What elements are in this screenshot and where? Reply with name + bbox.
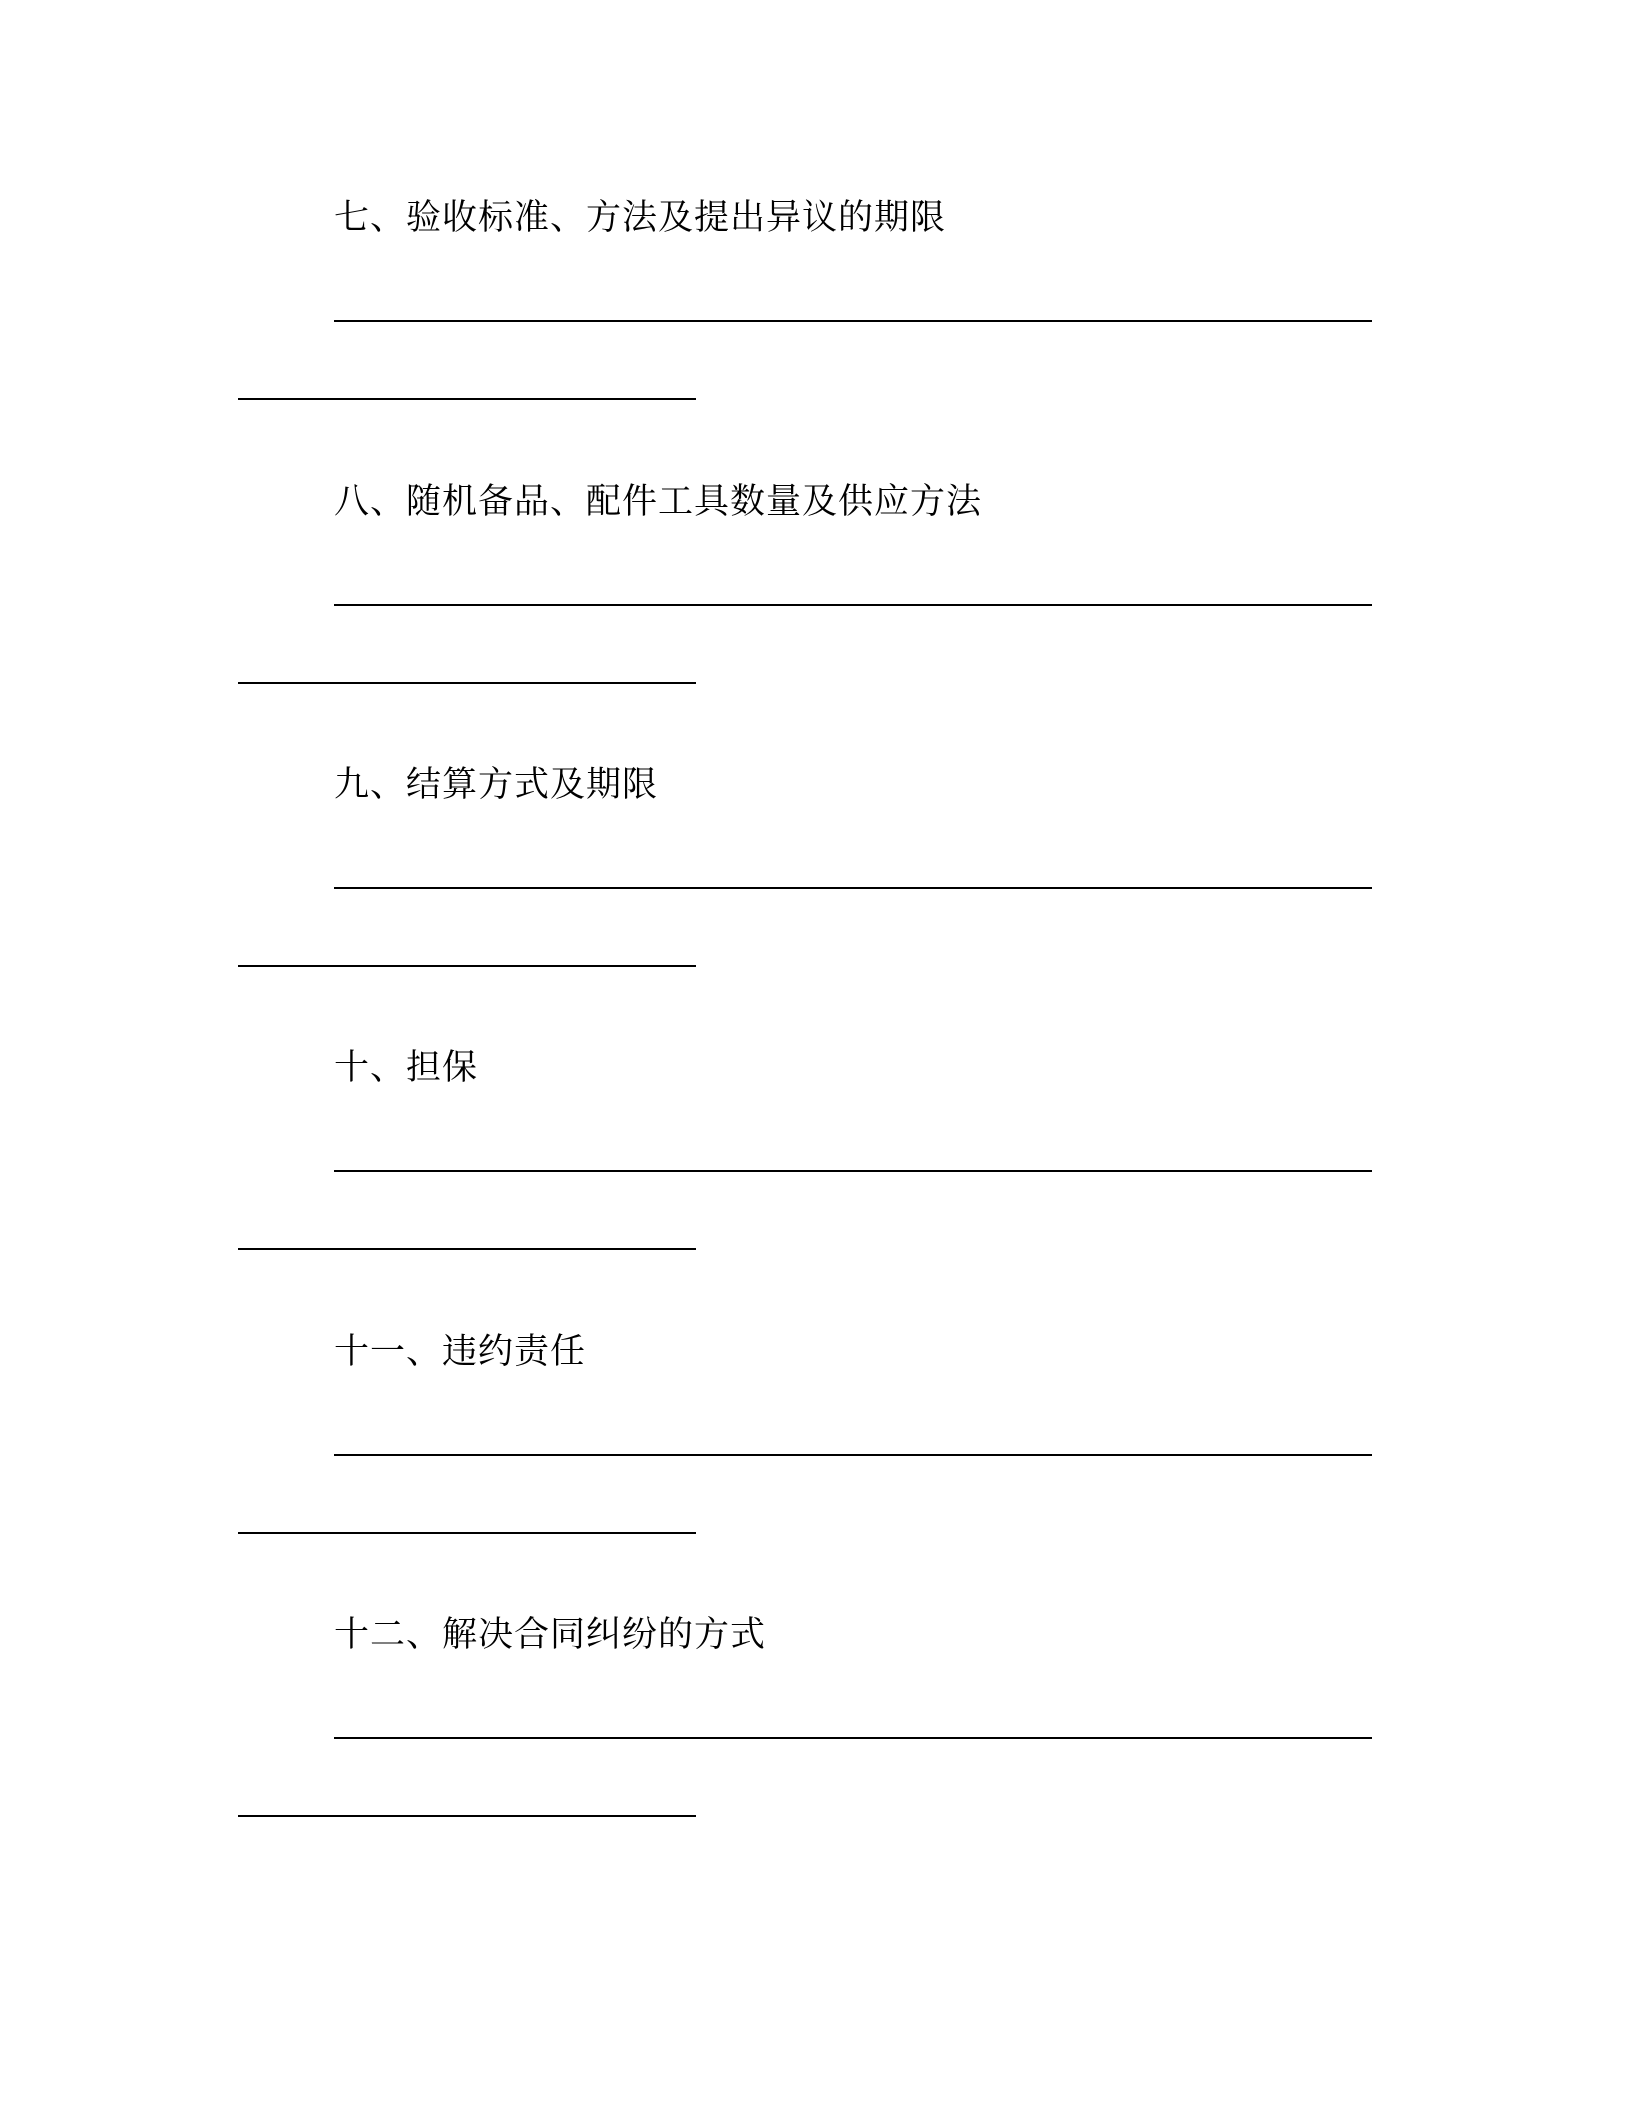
fill-in-blank-line[interactable]: [334, 1170, 1372, 1172]
clause-heading: 十一、违约责任: [334, 1332, 587, 1372]
fill-in-blank-line-continued[interactable]: [238, 1248, 696, 1250]
fill-in-blank-line[interactable]: [334, 604, 1372, 606]
clause-heading: 十、担保: [334, 1048, 479, 1088]
clause-heading: 七、验收标准、方法及提出异议的期限: [334, 198, 947, 238]
fill-in-blank-line[interactable]: [334, 887, 1372, 889]
fill-in-blank-line-continued[interactable]: [238, 1532, 696, 1534]
fill-in-blank-line-continued[interactable]: [238, 398, 696, 400]
clause-heading: 十二、解决合同纠纷的方式: [334, 1615, 767, 1655]
fill-in-blank-line[interactable]: [334, 1454, 1372, 1456]
fill-in-blank-line-continued[interactable]: [238, 965, 696, 967]
fill-in-blank-line[interactable]: [334, 1737, 1372, 1739]
fill-in-blank-line-continued[interactable]: [238, 1815, 696, 1817]
fill-in-blank-line[interactable]: [334, 320, 1372, 322]
clause-heading: 八、随机备品、配件工具数量及供应方法: [334, 482, 983, 522]
fill-in-blank-line-continued[interactable]: [238, 682, 696, 684]
clause-heading: 九、结算方式及期限: [334, 765, 659, 805]
